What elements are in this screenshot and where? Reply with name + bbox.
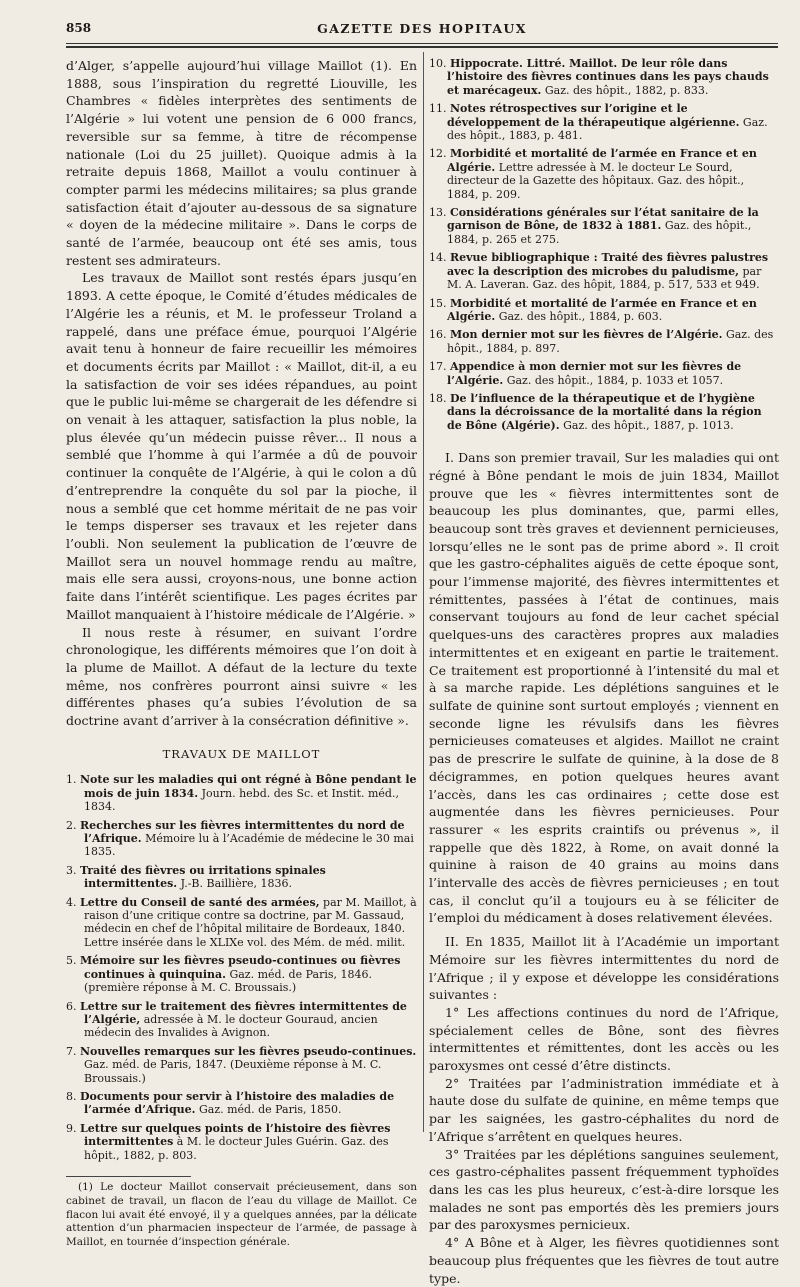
work-reference: à M. le docteur Jules Guérin. Gaz. des hôpit., 1882, p. 803.: [84, 1135, 389, 1162]
footnote-rule: [66, 1176, 191, 1177]
work-number: 17.: [429, 360, 447, 374]
paragraph: Les travaux de Maillot sont restés épars jusqu’en 1893. A cette époque, le Comité d’études médicales de l’Algérie les a réunis, et M. le professeur Troland a rappelé, dans une préface émue, pourquoi l’Algérie avait tenu à honneur de faire recueillir les mémoires et documents écrits par Maillot : « Maillot, dit-il, a eu la satisfaction de voir ses idées répandues, au point que le public lui-même se chargerait de les défendre si on venait à les attaquer, satisfaction la plus noble, la plus élevée qu’un médecin puisse rêver... Il nous a semblé que l’homme à qui l’armée a dû de pouvoir continuer la conquête de l’Algérie, à qui le colon a dû d’entreprendre la conquête du sol par la pioche, il nous a semblé que cet homme méritait de ne pas voir le temps disperser ses travaux et les rejeter dans l’oubli. Non seulement la publication de l’œuvre de Maillot sera un nouvel hommage rendu au maître, mais elle sera aussi, croyons-nous, une bonne action faite dans l’intérêt scientifique. Les pages écrites par Maillot manquaient à l’histoire médicale de l’Algérie. »: [66, 270, 417, 622]
work-number: 14.: [429, 251, 447, 265]
work-title: Mémoire sur les fièvres pseudo-continues ou fièvres continues à quinquina.: [80, 954, 401, 981]
right-column: [429, 57, 779, 1287]
work-reference: Gaz. des hôpit., 1884, p. 897.: [447, 328, 774, 355]
work-title: Nouvelles remarques sur les fièvres pseudo-continues.: [80, 1044, 417, 1058]
works-list-continued: [429, 57, 779, 432]
work-title: De l’influence de la thérapeutique et de l’hygiène dans la décroissance de la mortalité dans la région de Bône (Algérie).: [447, 391, 762, 432]
work-item: [66, 819, 417, 859]
work-title: Appendice à mon dernier mot sur les fièvres de l’Algérie.: [447, 360, 742, 387]
work-item: [429, 297, 779, 324]
work-reference: Journ. hebd. des Sc. et Instit. méd., 1834.: [84, 786, 399, 814]
paragraph: II. En 1835, Maillot lit à l’Académie un important Mémoire sur les fièvres intermittentes du nord de l’Afrique ; il y expose et développe les considérations suivantes :: [429, 934, 779, 1003]
page-header: [66, 21, 778, 43]
work-number: 8.: [66, 1089, 77, 1103]
work-number: 10.: [429, 57, 447, 70]
work-item: [429, 206, 779, 246]
paragraph: I. Dans son premier travail, Sur les maladies qui ont régné à Bône pendant le mois de juin 1834, Maillot prouve que les « fièvres intermittentes sont de beaucoup les plus dominantes, que, parmi elles, beaucoup sont très graves et deviennent pernicieuses, lorsqu’elles ne le sont pas de prime abord ». Il croit que les gastro-céphalites aiguës de cette époque sont, pour l’immense majorité, des fièvres intermittentes et rémittentes, passées à l’état de continues, mais conservant toujours au fond de leur cachet spécial quelques-uns des caractères propres aux maladies intermittentes et en exigeant en partie le traitement. Ce traitement est proportionné à l’intensité du mal et à sa marche rapide. Les déplétions sanguines et le sulfate de quinine sont surtout employés ; viennent en seconde ligne les révulsifs dans les fièvres pernicieuses comateuses et algides. Maillot ne craint pas de prescrire le sulfate de quinine, à la dose de 8 décigrammes, en potion quelques heures avant l’accès, dans les cas ordinaires ; cette dose est augmentée dans les fièvres pernicieuses. Pour rassurer « les esprits craintifs ou prévenus », il rappelle que dès 1822, à Rome, on avait donné la quinine à raison de 40 grains au moins dans l’intervalle des accès de fièvres pernicieuses ; en tout cas, il conclut qu’il a toujours eu à se féliciter de l’emploi du médicament à doses relativement élevées.: [429, 450, 779, 926]
work-reference: J.-B. Baillière, 1836.: [177, 877, 292, 891]
work-item: [66, 1122, 417, 1162]
work-title: Morbidité et mortalité de l’armée en France et en Algérie.: [447, 147, 757, 174]
spacer: [429, 437, 779, 449]
work-title: Revue bibliographique : Traité des fièvres palustres avec la description des microbes du paludisme,: [447, 251, 769, 278]
work-number: 1.: [66, 773, 77, 787]
work-item: [429, 392, 779, 432]
work-number: 16.: [429, 328, 447, 342]
work-reference: Gaz. des hôpit., 1884, p. 265 et 275.: [447, 219, 752, 246]
work-item: [66, 1090, 417, 1117]
work-item: [66, 954, 417, 994]
work-reference: Gaz. méd. de Paris, 1846. (première réponse à M. C. Broussais.): [84, 967, 372, 995]
work-item: [66, 773, 417, 813]
journal-title: GAZETTE DES HOPITAUX: [317, 21, 527, 36]
work-title: Notes rétrospectives sur l’origine et le développement de la thérapeutique algérienne.: [447, 102, 740, 129]
work-title: Morbidité et mortalité de l’armée en France et en Algérie.: [447, 296, 757, 323]
work-number: 7.: [66, 1044, 77, 1058]
work-item: [429, 102, 779, 142]
work-item: [66, 1045, 417, 1085]
work-item: [66, 1000, 417, 1040]
work-reference: Gaz. méd. de Paris, 1850.: [195, 1103, 342, 1117]
section-title: TRAVAUX DE MAILLOT: [162, 746, 321, 761]
work-title: Documents pour servir à l’histoire des maladies de l’armée d’Afrique.: [80, 1089, 395, 1117]
work-title: Lettre du Conseil de santé des armées,: [80, 895, 320, 909]
work-number: 6.: [66, 999, 77, 1013]
work-reference: Gaz. des hôpit., 1884, p. 1033 et 1057.: [503, 373, 724, 387]
left-column: [66, 57, 417, 1250]
work-number: 11.: [429, 102, 447, 116]
column-divider: [423, 52, 424, 1132]
work-item: [429, 147, 779, 201]
work-title: Mon dernier mot sur les fièvres de l’Algérie.: [450, 328, 723, 342]
header-rule-thick: [66, 46, 778, 48]
paragraph: Il nous reste à résumer, en suivant l’ordre chronologique, les différents mémoires que l’on doit à la plume de Maillot. A défaut de la lecture du texte même, nos confrères pourront ainsi suivre « les différentes phases qu’a subies l’évolution de sa doctrine avant d’arriver à la consécration définitive ».: [66, 624, 417, 729]
work-number: 4.: [66, 895, 77, 909]
work-reference: Gaz. des hôpit., 1887, p. 1013.: [559, 418, 734, 432]
work-title: Considérations générales sur l’état sanitaire de la garnison de Bône, de 1832 à 1881.: [447, 206, 759, 233]
work-reference: Mémoire lu à l’Académie de médecine le 30 mai 1835.: [84, 832, 414, 859]
work-reference: Gaz. méd. de Paris, 1847. (Deuxième réponse à M. C. Broussais.): [84, 1058, 382, 1085]
work-item: [66, 864, 417, 891]
work-item: [429, 57, 779, 97]
work-title: Note sur les maladies qui ont régné à Bône pendant le mois de juin 1834.: [80, 773, 417, 800]
work-title: Hippocrate. Littré. Maillot. De leur rôle dans l’histoire des fièvres continues dans les pays chauds et marécageux.: [447, 57, 769, 97]
work-number: 12.: [429, 147, 447, 161]
work-item: [429, 360, 779, 387]
work-reference: Gaz. des hôpit., 1884, p. 603.: [495, 309, 663, 323]
work-reference: Gaz. des hôpit., 1883, p. 481.: [447, 115, 768, 143]
work-number: 5.: [66, 954, 77, 968]
work-title: Recherches sur les fièvres intermittentes du nord de l’Afrique.: [80, 818, 405, 846]
header-rule: [66, 43, 778, 44]
work-item: [66, 896, 417, 950]
paragraph: d’Alger, s’appelle aujourd’hui village Maillot (1). En 1888, sous l’inspiration du regretté Liouville, les Chambres « fidèles interprètes des sentiments de l’Algérie » lui votent une pension de 6 000 francs, reversible sur sa femme, à titre de récompense nationale (Loi du 25 juillet). Quoique admis à la retraite depuis 1868, Maillot a voulu continuer à compter parmi les médecins militaires; sa plus grande satisfaction était d’ajouter au-dessous de sa signature « doyen de la médecine militaire ». Dans le corps de santé de l’armée, beaucoup ont été ses amis, tous restent ses admirateurs.: [66, 58, 417, 268]
paragraph: 4° A Bône et à Alger, les fièvres quotidiennes sont beaucoup plus fréquentes que les fièvres de tout autre type.: [429, 1235, 779, 1286]
work-item: [429, 251, 779, 291]
work-number: 3.: [66, 863, 77, 877]
page-number: 858: [66, 21, 92, 35]
paragraph: 2° Traitées par l’administration immédiate et à haute dose du sulfate de quinine, en même temps que par les saignées, les gastro-céphalites du nord de l’Afrique s’arrêtent en quelques heures.: [429, 1075, 779, 1144]
work-reference: Lettre adressée à M. le docteur Le Sourd, directeur de la Gazette des hôpitaux. Gaz. des hôpit., 1884, p. 209.: [447, 160, 745, 201]
work-reference: Gaz. des hôpit., 1882, p. 833.: [541, 83, 709, 97]
work-number: 2.: [66, 818, 77, 832]
work-number: 13.: [429, 206, 447, 220]
work-reference: par M. A. Laveran. Gaz. des hôpit, 1884, p. 517, 533 et 949.: [447, 264, 762, 292]
work-number: 18.: [429, 391, 447, 405]
work-title: Lettre sur le traitement des fièvres intermittentes de l’Algérie,: [80, 999, 407, 1026]
works-list: [66, 773, 417, 1162]
work-title: Lettre sur quelques points de l’histoire des fièvres intermittentes: [80, 1121, 391, 1149]
work-reference: par M. Maillot, à raison d’une critique contre sa doctrine, par M. Gassaud, médecin en chef de l’hôpital militaire de Bordeaux, 1840. Lettre insérée dans le XLIXe vol. des Mém. de méd. milit.: [84, 895, 417, 949]
work-reference: adressée à M. le docteur Gouraud, ancien médecin des Invalides à Avignon.: [84, 1012, 378, 1040]
work-item: [429, 328, 779, 355]
paragraph: 3° Traitées par les déplétions sanguines seulement, ces gastro-céphalites passent fréquemment typhoïdes dans les cas les plus heureux, c’est-à-dire lorsque les malades ne sont pas emportés dès les premiers jours par des paroxysmes pernicieux.: [429, 1146, 779, 1233]
work-title: Traité des fièvres ou irritations spinales intermittentes.: [80, 863, 326, 891]
work-number: 9.: [66, 1121, 77, 1135]
work-number: 15.: [429, 296, 447, 310]
footnote: (1) Le docteur Maillot conservait précieusement, dans son cabinet de travail, un flacon de l’eau du village de Maillot. Ce flacon lui avait été envoyé, il y a quelques années, par la délicate attention d’un pharmacien inspecteur de l’armée, de passage à Maillot, en tournée d’inspection générale.: [66, 1180, 417, 1249]
paragraph: 1° Les affections continues du nord de l’Afrique, spécialement celles de Bône, sont des fièvres intermittentes et rémittentes, dont les accès ou les paroxysmes ont cessé d’être distincts.: [429, 1004, 779, 1074]
